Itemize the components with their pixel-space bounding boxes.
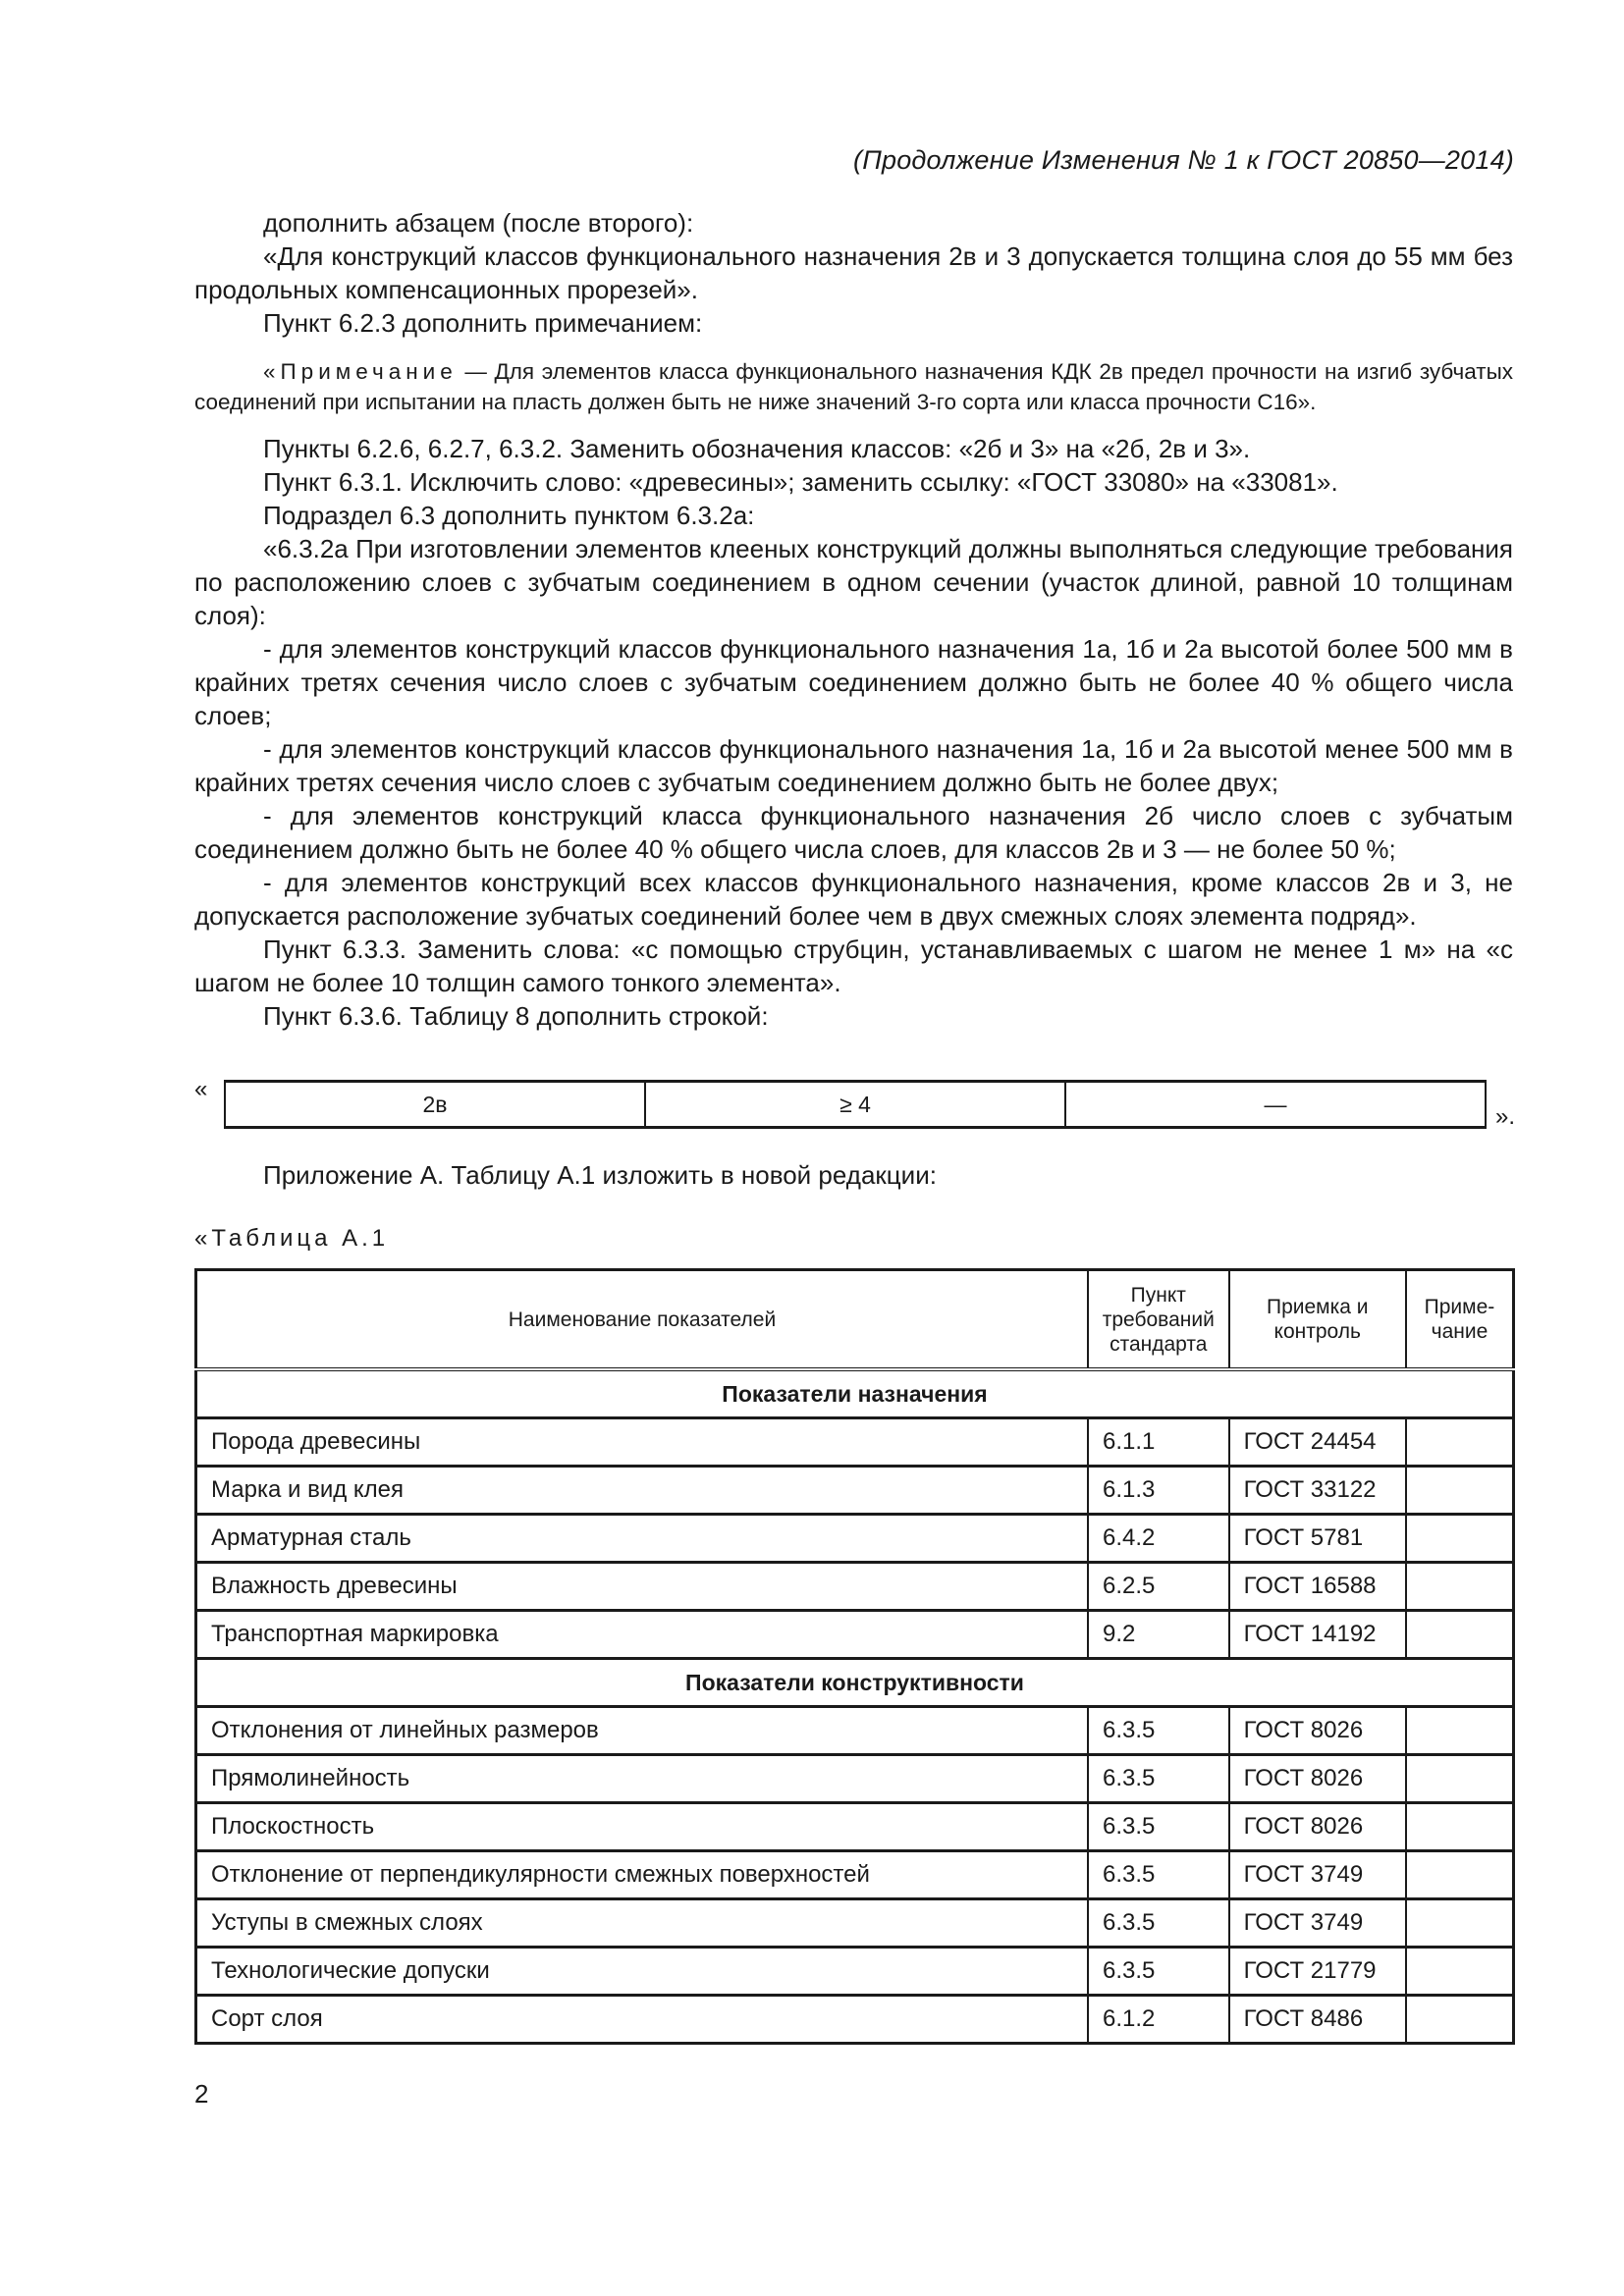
table8-row-insert: [194, 1076, 1515, 1131]
paragraph: «Для конструкций классов функционального назначения 2в и 3 допускается толщина слоя до 55 мм без продольных компенсационных прорезей».: [194, 241, 1513, 304]
section-title: Показатели назначения: [196, 1369, 1514, 1418]
header-control: Приемка и контроль: [1229, 1270, 1406, 1370]
cell-note: [1406, 1611, 1514, 1659]
cell-clause: 6.3.5: [1088, 1803, 1229, 1851]
table-row: [196, 1467, 1514, 1515]
note-text: — Для элементов класса функционального назначения КДК 2в предел прочности на изгиб зубчатых соединений при испытании на пласть должен быть не ниже значений 3-го сорта или класса прочности С16».: [194, 359, 1513, 414]
paragraph: дополнить абзацем (после второго):: [263, 208, 694, 238]
cell-clause: 6.2.5: [1088, 1563, 1229, 1611]
paragraph: Пункт 6.3.3. Заменить слова: «с помощью струбцин, устанавливаемых с шагом не менее 1 м» на «с шагом не более 10 толщин самого тонкого элемента».: [194, 934, 1513, 997]
table-row: [196, 1803, 1514, 1851]
table-header-row: [196, 1270, 1514, 1370]
cell-clause: 6.1.2: [1088, 1996, 1229, 2044]
cell-indicator: Уступы в смежных слоях: [196, 1899, 1088, 1948]
paragraph: Пункт 6.3.6. Таблицу 8 дополнить строкой:: [263, 1001, 769, 1031]
table-row: [196, 1755, 1514, 1803]
table8-added-row: [224, 1080, 1487, 1129]
cell-clause: 6.3.5: [1088, 1707, 1229, 1755]
list-item: - для элементов конструкций классов функционального назначения 1а, 1б и 2а высотой менее 500 мм в крайних третях сечения число слоев с зубчатым соединением должно быть не более двух;: [194, 734, 1513, 797]
table-cell: ≥ 4: [645, 1082, 1065, 1128]
table-caption: «Таблица А.1: [194, 1225, 390, 1252]
header-name: Наименование показателей: [196, 1270, 1088, 1370]
cell-indicator: Отклонения от линейных размеров: [196, 1707, 1088, 1755]
list-item: - для элементов конструкций всех классов функционального назначения, кроме классов 2в и 3, не допускается расположение зубчатых соединений более чем в двух смежных слоях элемента подряд».: [194, 868, 1513, 931]
cell-indicator: Технологические допуски: [196, 1948, 1088, 1996]
cell-note: [1406, 1515, 1514, 1563]
paragraph: Подраздел 6.3 дополнить пунктом 6.3.2а:: [263, 501, 755, 530]
page-number: 2: [194, 2079, 209, 2109]
cell-control: ГОСТ 3749: [1229, 1899, 1406, 1948]
header-clause: Пункт требований стандарта: [1088, 1270, 1229, 1370]
table-row: [196, 1563, 1514, 1611]
table-row: [196, 1611, 1514, 1659]
cell-note: [1406, 1899, 1514, 1948]
cell-indicator: Арматурная сталь: [196, 1515, 1088, 1563]
cell-note: [1406, 1467, 1514, 1515]
table-section-row: [196, 1369, 1514, 1418]
cell-clause: 6.4.2: [1088, 1515, 1229, 1563]
cell-note: [1406, 1563, 1514, 1611]
cell-control: ГОСТ 33122: [1229, 1467, 1406, 1515]
table-body: [196, 1369, 1514, 2044]
running-header: (Продолжение Изменения № 1 к ГОСТ 20850—2014): [853, 145, 1514, 175]
cell-note: [1406, 1707, 1514, 1755]
cell-indicator: Сорт слоя: [196, 1996, 1088, 2044]
cell-clause: 6.1.3: [1088, 1467, 1229, 1515]
table-row: [196, 1996, 1514, 2044]
close-quote: ».: [1494, 1103, 1515, 1130]
paragraph: Пункт 6.2.3 дополнить примечанием:: [263, 308, 703, 338]
appendix-instruction: Приложение А. Таблицу А.1 изложить в новой редакции:: [263, 1160, 937, 1190]
cell-indicator: Плоскостность: [196, 1803, 1088, 1851]
cell-indicator: Прямолинейность: [196, 1755, 1088, 1803]
cell-note: [1406, 1755, 1514, 1803]
cell-note: [1406, 1803, 1514, 1851]
cell-indicator: Транспортная маркировка: [196, 1611, 1088, 1659]
cell-control: ГОСТ 14192: [1229, 1611, 1406, 1659]
cell-note: [1406, 1851, 1514, 1899]
cell-note: [1406, 1418, 1514, 1467]
table-cell: —: [1065, 1082, 1486, 1128]
cell-clause: 9.2: [1088, 1611, 1229, 1659]
section-title: Показатели конструктивности: [196, 1659, 1514, 1707]
cell-note: [1406, 1948, 1514, 1996]
table-cell: 2в: [225, 1082, 645, 1128]
note-label: «Примечание: [263, 359, 458, 384]
cell-control: ГОСТ 3749: [1229, 1851, 1406, 1899]
table-row: [196, 1418, 1514, 1467]
table-row: [225, 1082, 1486, 1128]
cell-control: ГОСТ 8486: [1229, 1996, 1406, 2044]
cell-clause: 6.3.5: [1088, 1851, 1229, 1899]
cell-clause: 6.3.5: [1088, 1899, 1229, 1948]
cell-control: ГОСТ 21779: [1229, 1948, 1406, 1996]
cell-control: ГОСТ 24454: [1229, 1418, 1406, 1467]
table-row: [196, 1851, 1514, 1899]
paragraph: Пункты 6.2.6, 6.2.7, 6.3.2. Заменить обозначения классов: «2б и 3» на «2б, 2в и 3».: [263, 434, 1251, 463]
table-a1: [194, 1268, 1515, 2045]
header-note: Приме-чание: [1406, 1270, 1514, 1370]
cell-note: [1406, 1996, 1514, 2044]
paragraph: Пункт 6.3.1. Исключить слово: «древесины»; заменить ссылку: «ГОСТ 33080» на «33081».: [263, 467, 1338, 497]
cell-clause: 6.3.5: [1088, 1755, 1229, 1803]
cell-clause: 6.1.1: [1088, 1418, 1229, 1467]
cell-clause: 6.3.5: [1088, 1948, 1229, 1996]
cell-control: ГОСТ 5781: [1229, 1515, 1406, 1563]
cell-control: ГОСТ 8026: [1229, 1803, 1406, 1851]
table-row: [196, 1899, 1514, 1948]
cell-control: ГОСТ 16588: [1229, 1563, 1406, 1611]
cell-indicator: Отклонение от перпендикулярности смежных поверхностей: [196, 1851, 1088, 1899]
list-item: - для элементов конструкций класса функционального назначения 2б число слоев с зубчатым соединением должно быть не более 40 % общего числа слоев, для классов 2в и 3 — не более 50 %;: [194, 801, 1513, 864]
table-row: [196, 1707, 1514, 1755]
cell-indicator: Влажность древесины: [196, 1563, 1088, 1611]
table-row: [196, 1948, 1514, 1996]
cell-control: ГОСТ 8026: [1229, 1707, 1406, 1755]
list-item: - для элементов конструкций классов функционального назначения 1а, 1б и 2а высотой более 500 мм в крайних третях сечения число слоев с зубчатым соединением должно быть не более 40 % общего числа слоев;: [194, 634, 1513, 730]
table-row: [196, 1515, 1514, 1563]
body-text: [194, 206, 1513, 1033]
open-quote: «: [194, 1076, 208, 1102]
paragraph: «6.3.2а При изготовлении элементов клееных конструкций должны выполняться следующие требования по расположению слоев с зубчатым соединением в одном сечении (участок длиной, равной 10 толщинам слоя):: [194, 534, 1513, 630]
table-section-row: [196, 1659, 1514, 1707]
cell-control: ГОСТ 8026: [1229, 1755, 1406, 1803]
cell-indicator: Порода древесины: [196, 1418, 1088, 1467]
cell-indicator: Марка и вид клея: [196, 1467, 1088, 1515]
note-paragraph: [194, 356, 1513, 417]
